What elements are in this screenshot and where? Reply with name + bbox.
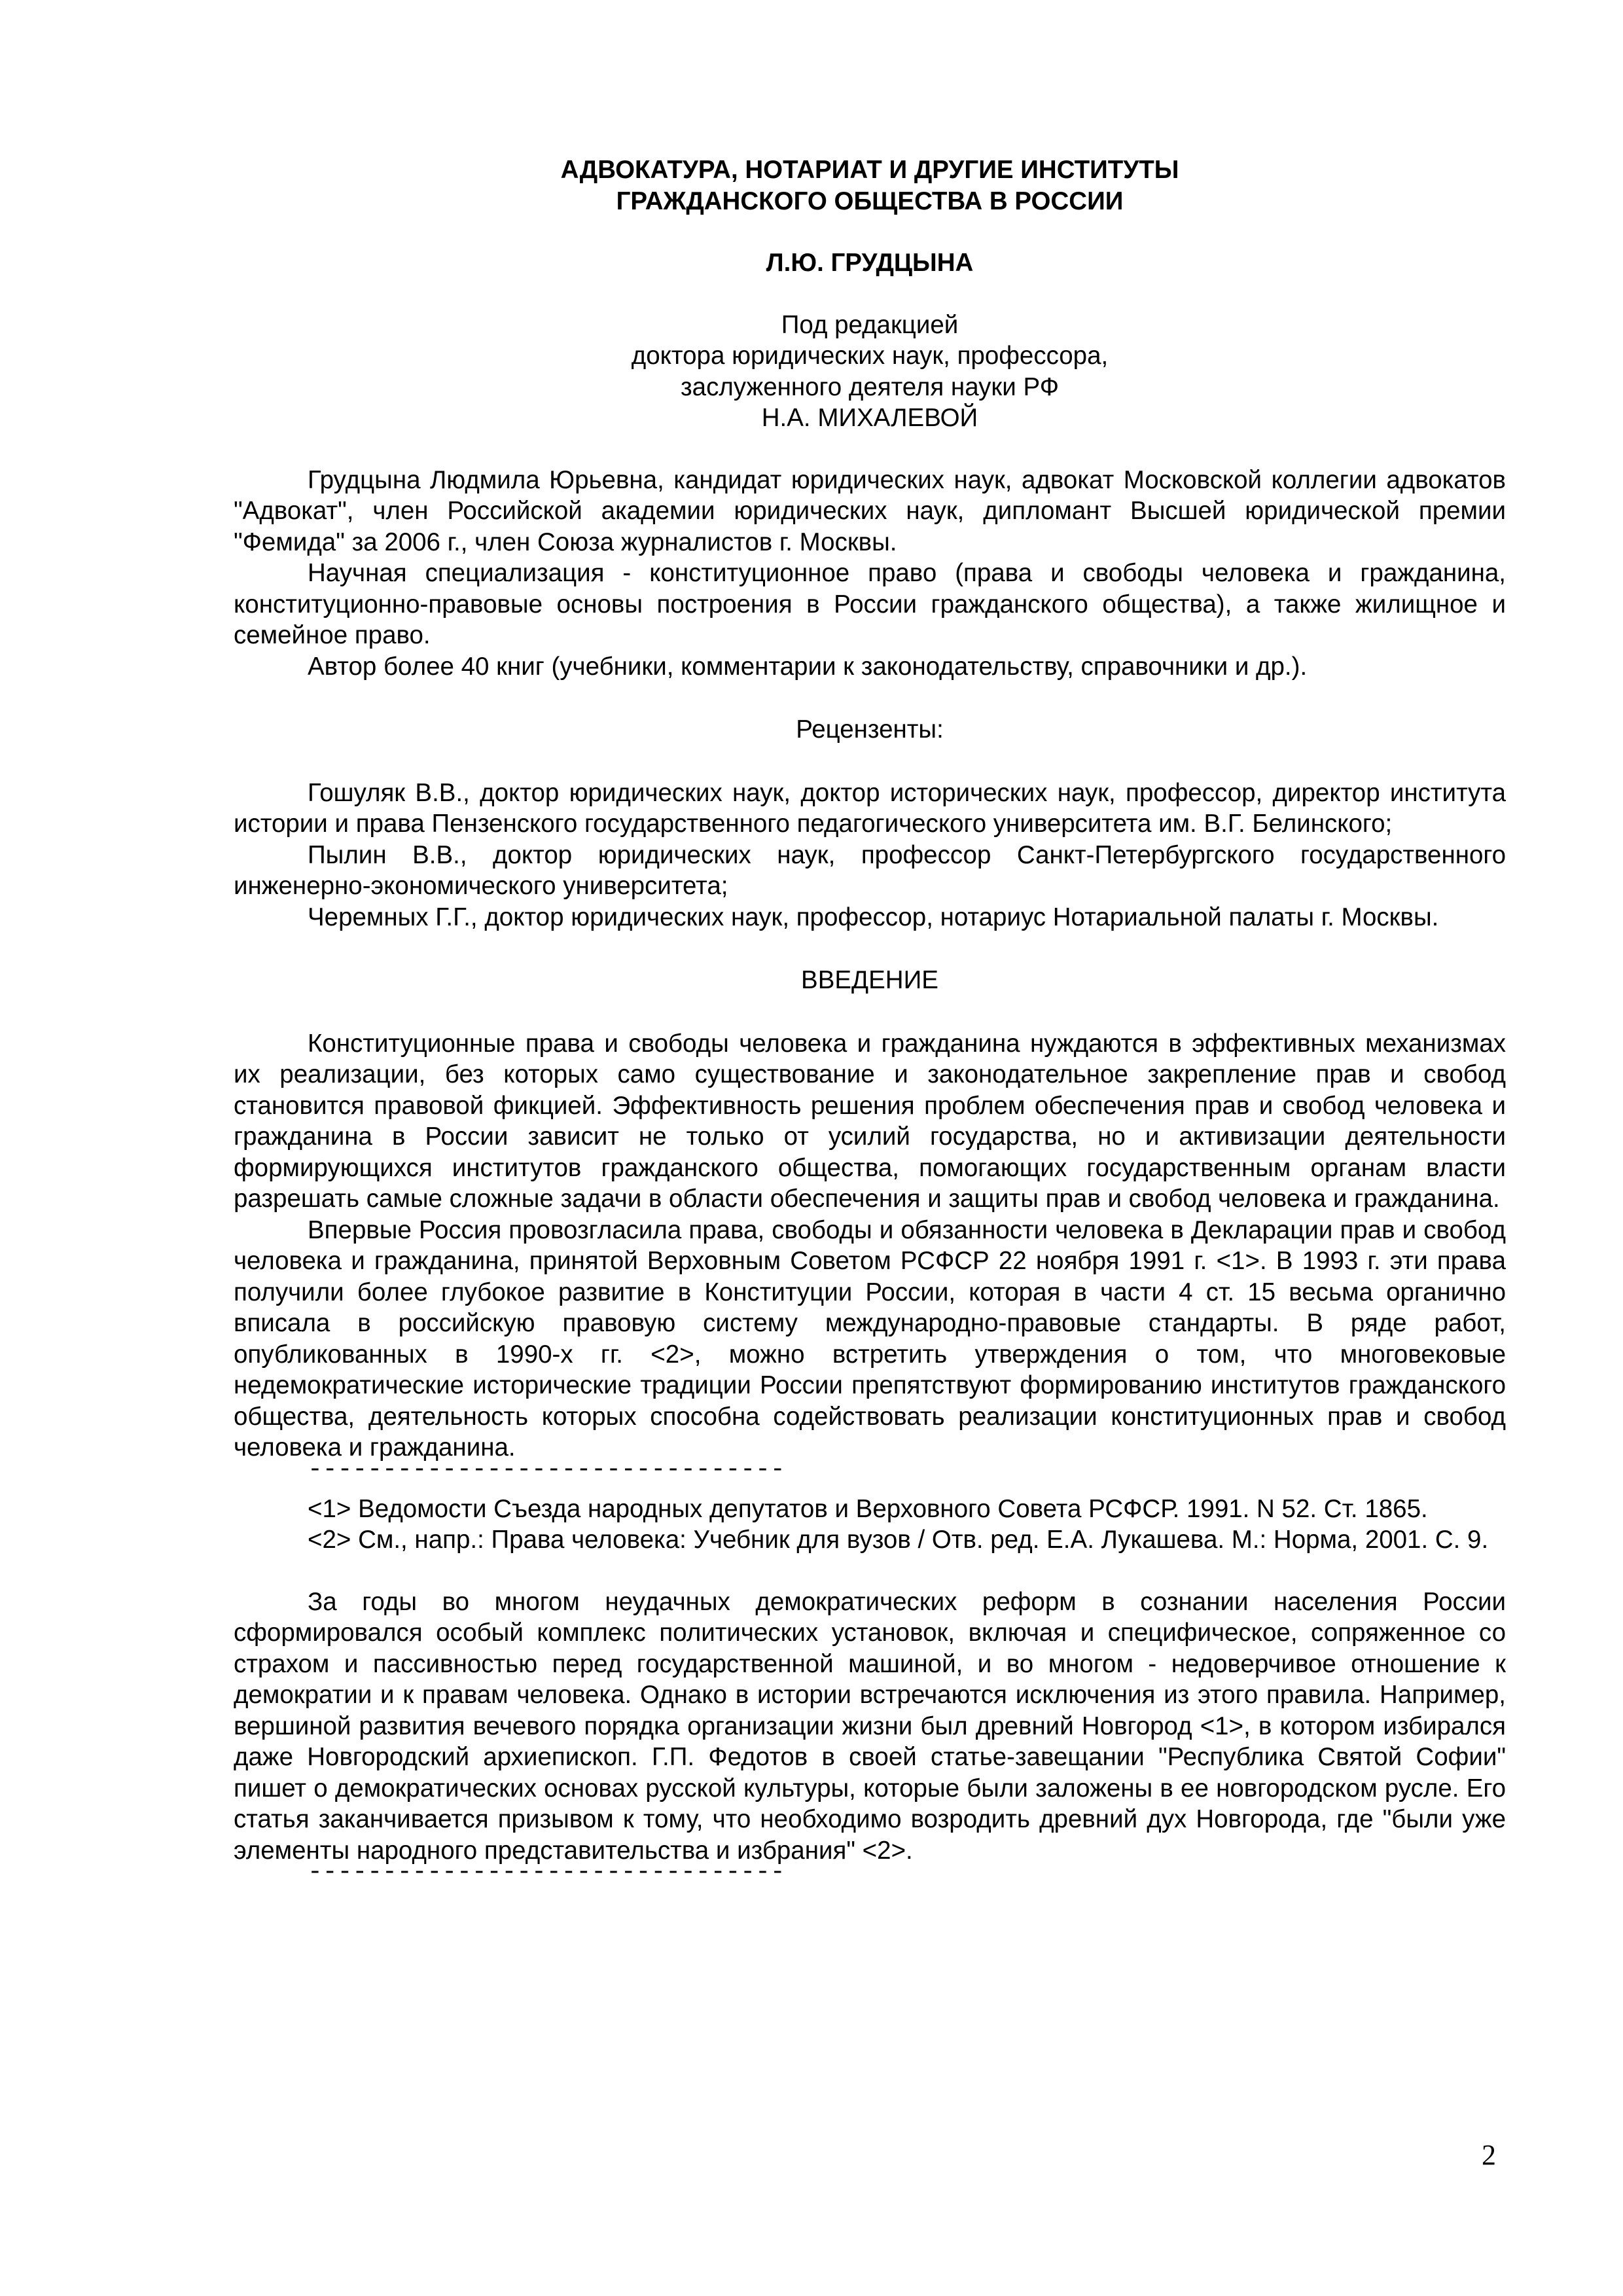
intro-heading: ВВЕДЕНИЕ — [801, 966, 938, 994]
intro-paragraph: Конституционные права и свободы человека и гражданина нуждаются в эффективных механизмах их реализации, без которых само существование и законодательное закрепление прав и свобод становится правовой фикцией. Эффективность решения проблем обеспечения прав и свобод человека и гражданина в России зависит не только от усилий государства, но и активизации деятельности формирующихся институтов гражданского общества, помогающих государственным органам власти разрешать самые сложные задачи в области обеспечения и защиты прав и свобод человека и гражданина. — [234, 1029, 1506, 1213]
footnote: <2> См., напр.: Права человека: Учебник для вузов / Отв. ред. Е.А. Лукашева. М.: Норма, 2001. С. 9. — [308, 1526, 1489, 1554]
about-paragraph: Грудцына Людмила Юрьевна, кандидат юридических наук, адвокат Московской коллегии адвокатов "Адвокат", член Российской академии юридических наук, дипломант Высшей юридической премии "Фемида" за 2006 г., член Союза журналистов г. Москвы. — [234, 465, 1506, 556]
intro-paragraph: Впервые Россия провозгласила права, свободы и обязанности человека в Декларации прав и свобод человека и гражданина, принятой Верховным Советом РСФСР 22 ноября 1991 г. <1>. В 1993 г. эти права получили более глубокое развитие в Конституции России, которая в части 4 ст. 15 весьма органично вписала в российскую правовую систему международно-правовые стандарты. В ряде работ, опубликованных в 1990-х гг. <2>, можно встретить утверждения о том, что многовековые недемократические исторические традиции России препятствуют формированию институтов гражданского общества, деятельность которых способна содействовать реализации конституционных прав и свобод человека и гражданина. — [234, 1215, 1506, 1462]
editor-line-2: доктора юридических наук, профессора, — [631, 342, 1109, 370]
reviewer-entry: Черемных Г.Г., доктор юридических наук, профессор, нотариус Нотариальной палаты г. Москвы. — [308, 903, 1439, 931]
editor-block — [234, 310, 1506, 434]
footnotes — [234, 1494, 1506, 1556]
page-number: 2 — [1482, 2139, 1496, 2171]
body-section — [234, 1587, 1506, 1867]
reviewers-list — [234, 778, 1506, 933]
title-line-2: ГРАЖДАНСКОГО ОБЩЕСТВА В РОССИИ — [616, 187, 1124, 215]
title-line-1: АДВОКАТУРА, НОТАРИАТ И ДРУГИЕ ИНСТИТУТЫ — [560, 156, 1179, 184]
about-author — [234, 465, 1506, 683]
document-page — [234, 154, 1506, 1886]
about-paragraph: Автор более 40 книг (учебники, комментарии к законодательству, справочники и др.). — [308, 652, 1308, 681]
reviewer-entry: Пылин В.В., доктор юридических наук, профессор Санкт-Петербургского государственного инженерно-экономического университета; — [234, 840, 1506, 900]
footnote: <1> Ведомости Съезда народных депутатов и Верховного Совета РСФСР. 1991. N 52. Ст. 1865. — [308, 1494, 1428, 1523]
author-name: Л.Ю. ГРУДЦЫНА — [766, 249, 974, 277]
body-paragraph: За годы во многом неудачных демократических реформ в сознании населения России сформировался особый комплекс политических установок, включая и специфическое, сопряженное со страхом и пассивностью перед государственной машиной, и во многом - недоверчивое отношение к демократии и к правам человека. Однако в истории встречаются исключения из этого правила. Например, вершиной развития вечевого порядка организации жизни был древний Новгород <1>, в котором избирался даже Новгородский архиепископ. Г.П. Федотов в своей статье-завещании "Республика Святой Софии" пишет о демократических основах русской культуры, которые были заложены в ее новгородском русле. Его статья заканчивается призывом к тому, что необходимо возродить древний дух Новгорода, где "были уже элементы народного представительства и избрания" <2>. — [234, 1587, 1506, 1865]
editor-line-1: Под редакцией — [781, 310, 959, 339]
editor-line-4: Н.А. МИХАЛЕВОЙ — [761, 404, 978, 432]
intro-section — [234, 1028, 1506, 1463]
footnote-separator-2: -------------------------------- — [308, 1858, 785, 1886]
reviewer-entry: Гошуляк В.В., доктор юридических наук, доктор исторических наук, профессор, директор института истории и права Пензенского государственного педагогического университета им. В.Г. Белинского; — [234, 778, 1506, 838]
footnote-separator: -------------------------------- — [308, 1455, 785, 1484]
document-title — [234, 154, 1506, 217]
about-paragraph: Научная специализация - конституционное право (права и свободы человека и гражданина, конституционно-правовые основы построения в России гражданского общества), а также жилищное и семейное право. — [234, 559, 1506, 649]
reviewers-heading: Рецензенты: — [796, 715, 944, 744]
editor-line-3: заслуженного деятеля науки РФ — [681, 372, 1059, 401]
